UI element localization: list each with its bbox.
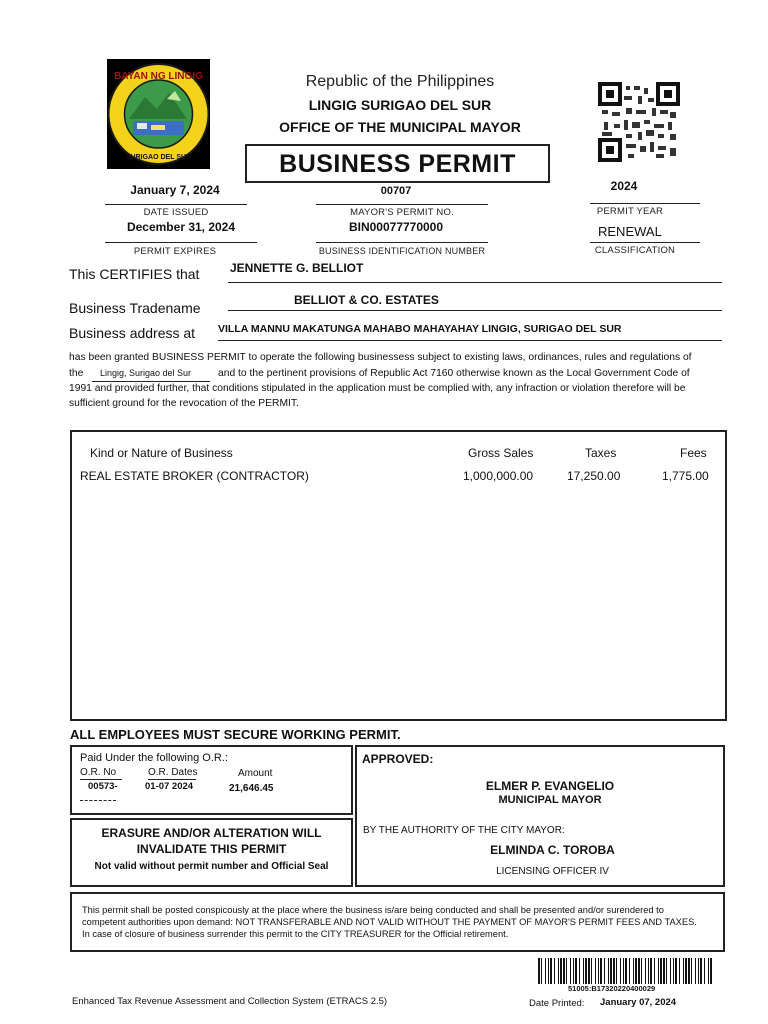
body-line-3: 1991 and provided further, that conditions stipulated in the application must be complied with, any infraction or violation therefore will be [69,383,686,394]
address-label: Business address at [69,325,196,341]
classification-value: RENEWAL [598,224,662,239]
employees-notice: ALL EMPLOYEES MUST SECURE WORKING PERMIT. [70,727,401,742]
republic-heading: Republic of the Philippines [305,73,495,90]
permit-year-value: 2024 [610,179,638,193]
business-tradename: BELLIOT & CO. ESTATES [294,293,439,307]
body-line-2: and to the pertinent provisions of Republic Act 7160 otherwise known as the Local Government Code of [218,368,690,379]
date-printed-label: Date Printed: [529,998,585,1009]
posting-notice-line-1: This permit shall be posted conspicously at the place where the business is/are being conducted and shall be presented and/or surendered to [82,905,664,915]
taxes-cell: 17,250.00 [567,469,621,483]
or-no-value: 00573- [88,781,118,792]
permit-expires-label: PERMIT EXPIRES [133,246,217,257]
date-issued-label: DATE ISSUED [143,207,209,218]
permit-expires-value: December 31, 2024 [126,220,236,234]
amount-value: 21,646.45 [229,783,274,794]
permit-no-label: MAYOR'S PERMIT NO. [350,207,454,218]
certifies-label: This CERTIFIES that [69,266,200,282]
date-printed-value: January 07, 2024 [600,997,677,1008]
payment-title: Paid Under the following O.R.: [80,752,228,764]
business-table-header-gross: Gross Sales [468,446,534,460]
posting-notice-line-3: In case of closure of business surrender this permit to the CITY TREASURER for the Official retirement. [82,929,509,939]
qr-code-icon [598,82,680,162]
approved-label: APPROVED: [362,752,434,766]
fees-cell: 1,775.00 [662,469,709,483]
body-place: Lingig, Surigao del Sur [100,368,192,378]
office-heading: OFFICE OF THE MUNICIPAL MAYOR [279,119,521,135]
gross-sales-cell: 1,000,000.00 [463,469,534,483]
authority-line: BY THE AUTHORITY OF THE CITY MAYOR: [363,825,565,836]
or-no-header: O.R. No [80,767,117,778]
owner-name: JENNETTE G. BELLIOT [230,261,364,275]
barcode-text: 51005:B17320220400029 [568,984,656,993]
business-address: VILLA MANNU MAKATUNGA MAHABO MAHAYAHAY LINGIG, SURIGAO DEL SUR [218,323,622,335]
posting-notice-line-2: competent authorities upon demand: NOT TRANSFERABLE AND NOT VALID WITHOUT THE PAYMENT OF MAYOR'S PERMIT FEES AND TAXES. [82,917,697,927]
municipal-seal [107,59,210,169]
municipality-heading: LINGIG SURIGAO DEL SUR [308,97,492,113]
permit-year-label: PERMIT YEAR [596,206,664,217]
seal-bottom-text: SURIGAO DEL SUR [125,154,192,161]
business-table-header-kind: Kind or Nature of Business [90,446,233,460]
system-name: Enhanced Tax Revenue Assessment and Collection System (ETRACS 2.5) [72,996,388,1007]
business-table-header-taxes: Taxes [585,446,617,460]
payment-divider [80,800,116,801]
amount-header: Amount [238,768,273,779]
body-line-1: has been granted BUSINESS PERMIT to operate the following businessess subject to existing laws, ordinances, rules and regulations of [69,352,692,363]
mayor-title: MUNICIPAL MAYOR [498,794,602,806]
tradename-label: Business Tradename [69,300,201,316]
seal-icon [107,59,210,169]
business-table-header-fees: Fees [680,446,707,460]
erasure-line-3: Not valid without permit number and Official Seal [94,861,329,872]
body-line-4: sufficient ground for the revocation of the PERMIT. [69,398,299,409]
erasure-line-1: ERASURE AND/OR ALTERATION WILL [101,826,322,840]
or-date-value: 01-07 2024 [145,781,194,792]
permit-no-value: 00707 [380,185,412,197]
seal-top-text: BAYAN NG LINGIG [114,71,203,82]
barcode [538,958,714,984]
mayor-name: ELMER P. EVANGELIO [485,779,615,793]
barcode-icon [538,958,714,984]
bin-label: BUSINESS IDENTIFICATION NUMBER [318,246,486,256]
classification-label: CLASSIFICATION [594,245,676,256]
officer-title: LICENSING OFFICER IV [496,866,609,877]
document-title: BUSINESS PERMIT [245,144,550,183]
bin-value: BIN00077770000 [348,220,444,234]
officer-name: ELMINDA C. TOROBA [490,843,615,857]
qr-code [598,82,680,162]
body-the: the [69,368,84,379]
date-issued-value: January 7, 2024 [130,183,220,197]
or-dates-header: O.R. Dates [148,767,198,778]
business-kind-cell: REAL ESTATE BROKER (CONTRACTOR) [80,469,309,483]
erasure-line-2: INVALIDATE THIS PERMIT [136,842,287,856]
